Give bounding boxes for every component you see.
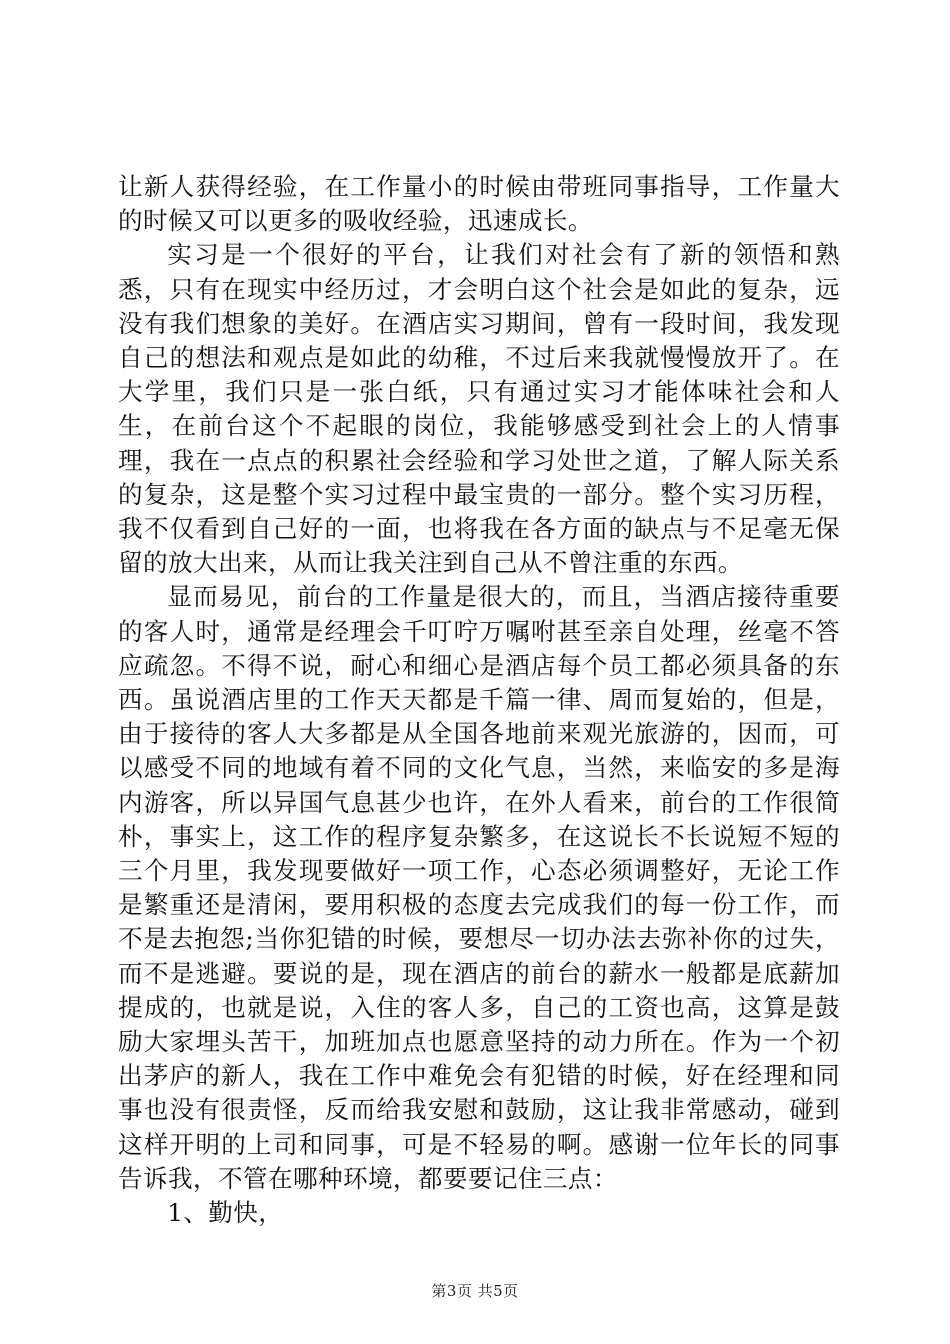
list-item-diligent: 1、勤快，	[167, 1198, 284, 1228]
paragraph-internship-platform: 实习是一个很好的平台，让我们对社会有了新的领悟和熟悉，只有在现实中经历过，才会明白这个社会是如此的复杂，远没有我们想象的美好。在酒店实习期间，曾有一段时间，我发现自己的想法和观点是如此的幼稚，不过后来我就慢慢放开了。在大学里，我们只是一张白纸，只有通过实习才能体味社会和人生，在前台这个不起眼的岗位，我能够感受到社会上的人情事理，我在一点点的积累社会经验和学习处世之道，了解人际关系的复杂，这是整个实习过程中最宝贵的一部分。整个实习历程，我不仅看到自己好的一面，也将我在各方面的缺点与不足毫无保留的放大出来，从而让我关注到自己从不曾注重的东西。	[118, 240, 840, 578]
paragraph-front-desk-work: 显而易见，前台的工作量是很大的，而且，当酒店接待重要的客人时，通常是经理会千叮咛万嘱咐甚至亲自处理，丝毫不答应疏忽。不得不说，耐心和细心是酒店每个员工都必须具备的东西。虽说酒店里的工作天天都是千篇一律、周而复始的，但是，由于接待的客人大多都是从全国各地前来观光旅游的，因而，可以感受不同的地域有着不同的文化气息，当然，来临安的多是海内游客，所以异国气息甚少也许，在外人看来，前台的工作很简朴，事实上，这工作的程序复杂繁多，在这说长不长说短不短的三个月里，我发现要做好一项工作，心态必须调整好，无论工作是繁重还是清闲，要用积极的态度去完成我们的每一份工作，而不是去抱怨;当你犯错的时候，要想尽一切办法去弥补你的过失，而不是逃避。要说的是，现在酒店的前台的薪水一般都是底薪加提成的，也就是说，入住的客人多，自己的工资也高，这算是鼓励大家埋头苦干，加班加点也愿意坚持的动力所在。作为一个初出茅庐的新人，我在工作中难免会有犯错的时候，好在经理和同事也没有很责怪，反而给我安慰和鼓励，这让我非常感动，碰到这样开明的上司和同事，可是不轻易的啊。感谢一位年长的同事告诉我，不管在哪种环境，都要要记住三点：	[118, 582, 840, 1193]
page-footer: 第3页 共5页	[431, 1282, 519, 1300]
body-text	[118, 170, 840, 1230]
paragraph-continuation: 让新人获得经验，在工作量小的时候由带班同事指导，工作量大的时候又可以更多的吸收经验，迅速成长。	[118, 172, 840, 236]
